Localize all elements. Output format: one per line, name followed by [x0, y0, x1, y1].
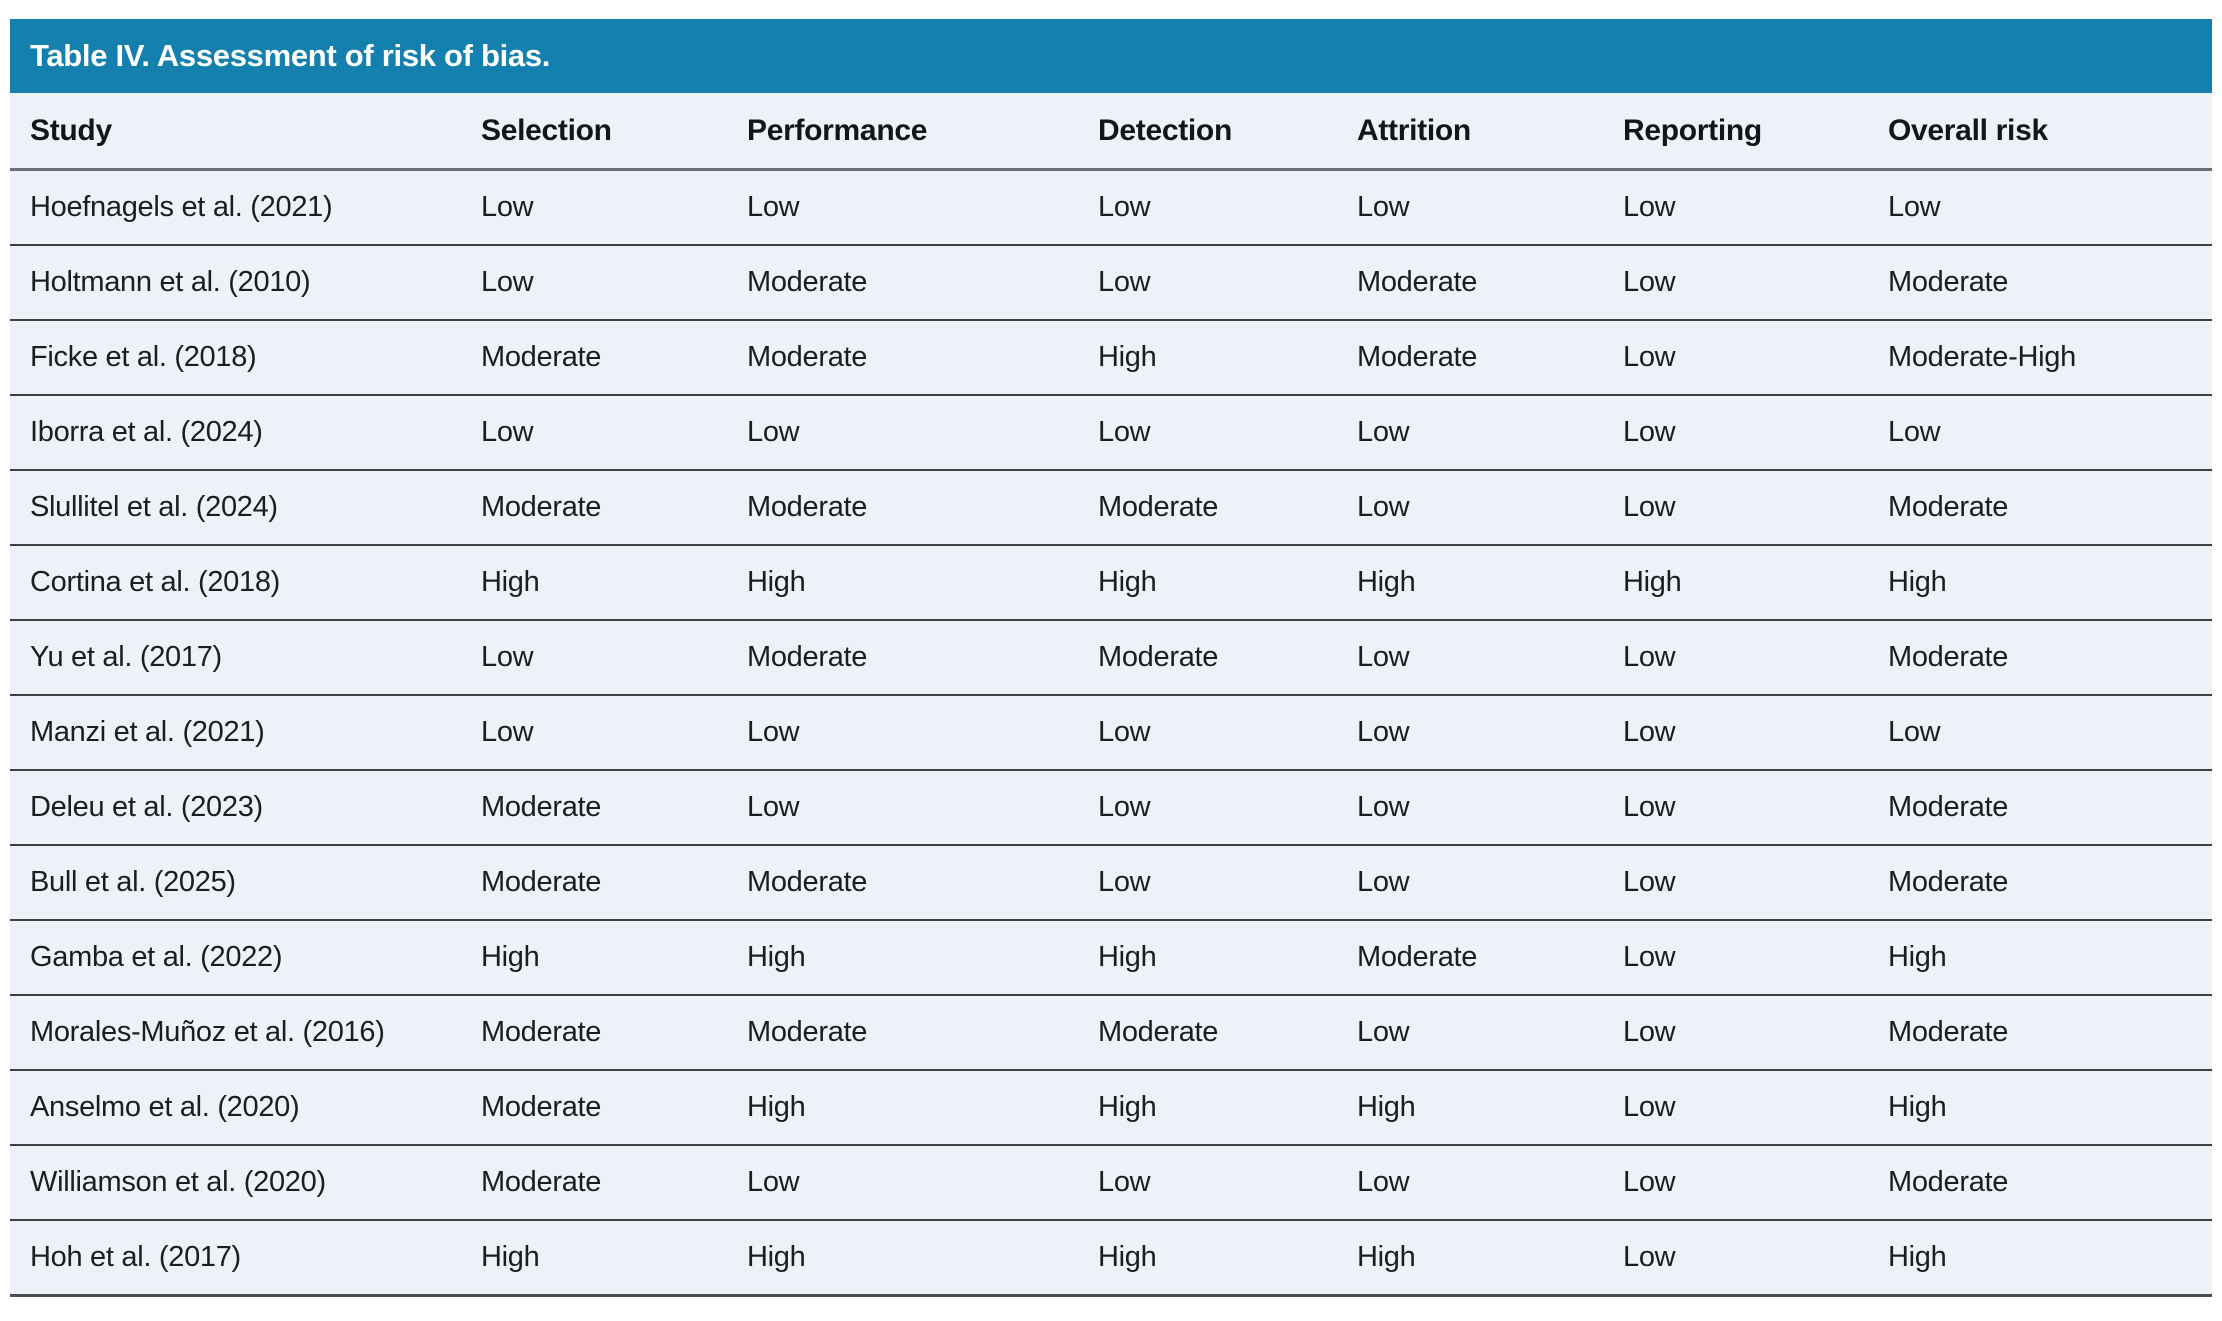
- risk-cell: Low: [1623, 395, 1888, 470]
- risk-cell: Low: [481, 620, 747, 695]
- risk-cell: Low: [1357, 770, 1623, 845]
- risk-cell: High: [481, 1241, 540, 1273]
- risk-cell: Low: [1623, 620, 1888, 695]
- risk-cell: Low: [747, 170, 1098, 246]
- study-cell: Ficke et al. (2018): [10, 320, 481, 395]
- risk-cell: Moderate: [481, 995, 747, 1070]
- table-row: [10, 920, 2212, 995]
- study-cell: Slullitel et al. (2024): [10, 470, 481, 545]
- risk-cell: Low: [1888, 395, 2212, 470]
- risk-cell: High: [1888, 545, 2212, 620]
- risk-cell: Low: [1623, 470, 1888, 545]
- risk-of-bias-table: [10, 93, 2212, 1297]
- table-row: [10, 845, 2212, 920]
- risk-cell: Moderate: [747, 620, 1098, 695]
- risk-cell: High: [481, 545, 747, 620]
- study-cell: Williamson et al. (2020): [10, 1145, 481, 1220]
- risk-cell: High: [1357, 545, 1623, 620]
- risk-cell: Low: [1888, 170, 2212, 246]
- risk-cell: Low: [1623, 770, 1888, 845]
- risk-cell: Low: [747, 395, 1098, 470]
- risk-cell: Low: [747, 695, 1098, 770]
- risk-cell: Low: [1623, 695, 1888, 770]
- risk-cell: Moderate: [481, 770, 747, 845]
- risk-cell: High: [1098, 320, 1357, 395]
- risk-cell: Low: [1623, 1145, 1888, 1220]
- risk-cell: Low: [1098, 770, 1357, 845]
- table-row: [10, 170, 2212, 246]
- risk-cell: High: [1888, 920, 2212, 995]
- risk-cell: High: [1098, 1241, 1157, 1273]
- risk-cell: Low: [481, 170, 747, 246]
- table-row: [10, 1070, 2212, 1145]
- study-cell: Anselmo et al. (2020): [10, 1070, 481, 1145]
- column-header-attrition: Attrition: [1357, 93, 1623, 170]
- risk-cell: Moderate: [747, 995, 1098, 1070]
- study-cell: Manzi et al. (2021): [10, 695, 481, 770]
- risk-cell: Moderate: [1098, 620, 1357, 695]
- risk-cell: Low: [1357, 695, 1623, 770]
- risk-cell: Low: [481, 395, 747, 470]
- risk-cell: Moderate: [1888, 995, 2212, 1070]
- risk-cell: Low: [1357, 995, 1623, 1070]
- risk-cell: High: [1357, 1070, 1623, 1145]
- risk-cell: Low: [747, 770, 1098, 845]
- risk-cell: Low: [1623, 170, 1888, 246]
- column-header-reporting: Reporting: [1623, 93, 1888, 170]
- risk-cell: Low: [1357, 470, 1623, 545]
- risk-cell: Moderate: [1098, 995, 1357, 1070]
- risk-cell: High: [747, 1241, 806, 1273]
- risk-cell: Low: [481, 245, 747, 320]
- study-cell: Hoefnagels et al. (2021): [10, 170, 481, 246]
- risk-cell: Moderate: [1888, 620, 2212, 695]
- risk-cell: Low: [1098, 845, 1357, 920]
- risk-cell: High: [481, 920, 747, 995]
- risk-cell: Moderate: [747, 320, 1098, 395]
- study-cell: Cortina et al. (2018): [10, 545, 481, 620]
- table-row: [10, 995, 2212, 1070]
- risk-cell: High: [1098, 545, 1357, 620]
- risk-cell: Low: [1357, 1145, 1623, 1220]
- study-cell: Yu et al. (2017): [10, 620, 481, 695]
- risk-cell: High: [1098, 920, 1357, 995]
- risk-cell: Moderate: [1888, 470, 2212, 545]
- risk-cell: Moderate: [1888, 245, 2212, 320]
- risk-cell: Low: [1098, 245, 1357, 320]
- risk-cell: High: [1888, 1241, 1947, 1273]
- column-header-study: Study: [10, 93, 481, 170]
- risk-cell: Moderate: [747, 845, 1098, 920]
- risk-cell: Low: [1623, 1070, 1888, 1145]
- risk-cell: High: [747, 920, 1098, 995]
- risk-cell: Low: [1623, 245, 1888, 320]
- risk-cell: Low: [1623, 845, 1888, 920]
- study-cell: Hoh et al. (2017): [30, 1241, 241, 1273]
- risk-cell: Moderate: [1357, 920, 1623, 995]
- risk-cell: Moderate-High: [1888, 320, 2212, 395]
- risk-cell: Moderate: [1357, 320, 1623, 395]
- risk-cell: Moderate: [481, 845, 747, 920]
- risk-cell: Low: [1098, 395, 1357, 470]
- column-header-overall-risk: Overall risk: [1888, 93, 2212, 170]
- risk-cell: High: [1623, 545, 1888, 620]
- table-title-bar: [10, 19, 2212, 93]
- table-row: [10, 320, 2212, 395]
- risk-cell: Moderate: [1888, 1145, 2212, 1220]
- risk-cell: Low: [1623, 995, 1888, 1070]
- risk-cell: Low: [1357, 170, 1623, 246]
- study-cell: Gamba et al. (2022): [10, 920, 481, 995]
- risk-cell: Moderate: [1357, 245, 1623, 320]
- risk-cell: High: [747, 545, 1098, 620]
- risk-cell: Moderate: [747, 245, 1098, 320]
- risk-cell: Moderate: [481, 1070, 747, 1145]
- table-row: [10, 770, 2212, 845]
- risk-cell: Low: [1098, 170, 1357, 246]
- table-row: [10, 245, 2212, 320]
- risk-cell: Moderate: [481, 320, 747, 395]
- column-header-performance: Performance: [747, 93, 1098, 170]
- table-row: [10, 545, 2212, 620]
- column-header-detection: Detection: [1098, 93, 1357, 170]
- risk-cell: High: [747, 1070, 1098, 1145]
- study-cell: Holtmann et al. (2010): [10, 245, 481, 320]
- risk-cell: Low: [1357, 845, 1623, 920]
- table-row: [10, 395, 2212, 470]
- risk-cell: Moderate: [747, 470, 1098, 545]
- study-cell: Morales-Muñoz et al. (2016): [10, 995, 481, 1070]
- risk-cell: Low: [1623, 320, 1888, 395]
- table-body: [10, 170, 2212, 1296]
- risk-cell: Moderate: [1888, 845, 2212, 920]
- risk-cell: Low: [1888, 695, 2212, 770]
- table-header-row: [10, 93, 2212, 170]
- risk-cell: Moderate: [1888, 770, 2212, 845]
- risk-cell: Moderate: [481, 470, 747, 545]
- risk-cell: Low: [1357, 395, 1623, 470]
- table-row: [10, 620, 2212, 695]
- table-row: [10, 1220, 2212, 1296]
- risk-cell: Low: [1357, 620, 1623, 695]
- column-header-selection: Selection: [481, 93, 747, 170]
- risk-cell: High: [1357, 1241, 1416, 1273]
- risk-cell: Moderate: [1098, 470, 1357, 545]
- table-row: [10, 470, 2212, 545]
- study-cell: Deleu et al. (2023): [10, 770, 481, 845]
- risk-cell: High: [1098, 1070, 1357, 1145]
- study-cell: Bull et al. (2025): [10, 845, 481, 920]
- risk-cell: Low: [1623, 920, 1888, 995]
- table-row: [10, 695, 2212, 770]
- risk-cell: Low: [1098, 695, 1357, 770]
- risk-cell: Low: [1098, 1145, 1357, 1220]
- table-title: Table IV. Assessment of risk of bias.: [30, 38, 551, 73]
- table-row: [10, 1145, 2212, 1220]
- risk-cell: Low: [481, 695, 747, 770]
- risk-cell: Moderate: [481, 1145, 747, 1220]
- risk-cell: High: [1888, 1070, 2212, 1145]
- study-cell: Iborra et al. (2024): [10, 395, 481, 470]
- risk-cell: Low: [747, 1145, 1098, 1220]
- risk-cell: Low: [1623, 1241, 1676, 1273]
